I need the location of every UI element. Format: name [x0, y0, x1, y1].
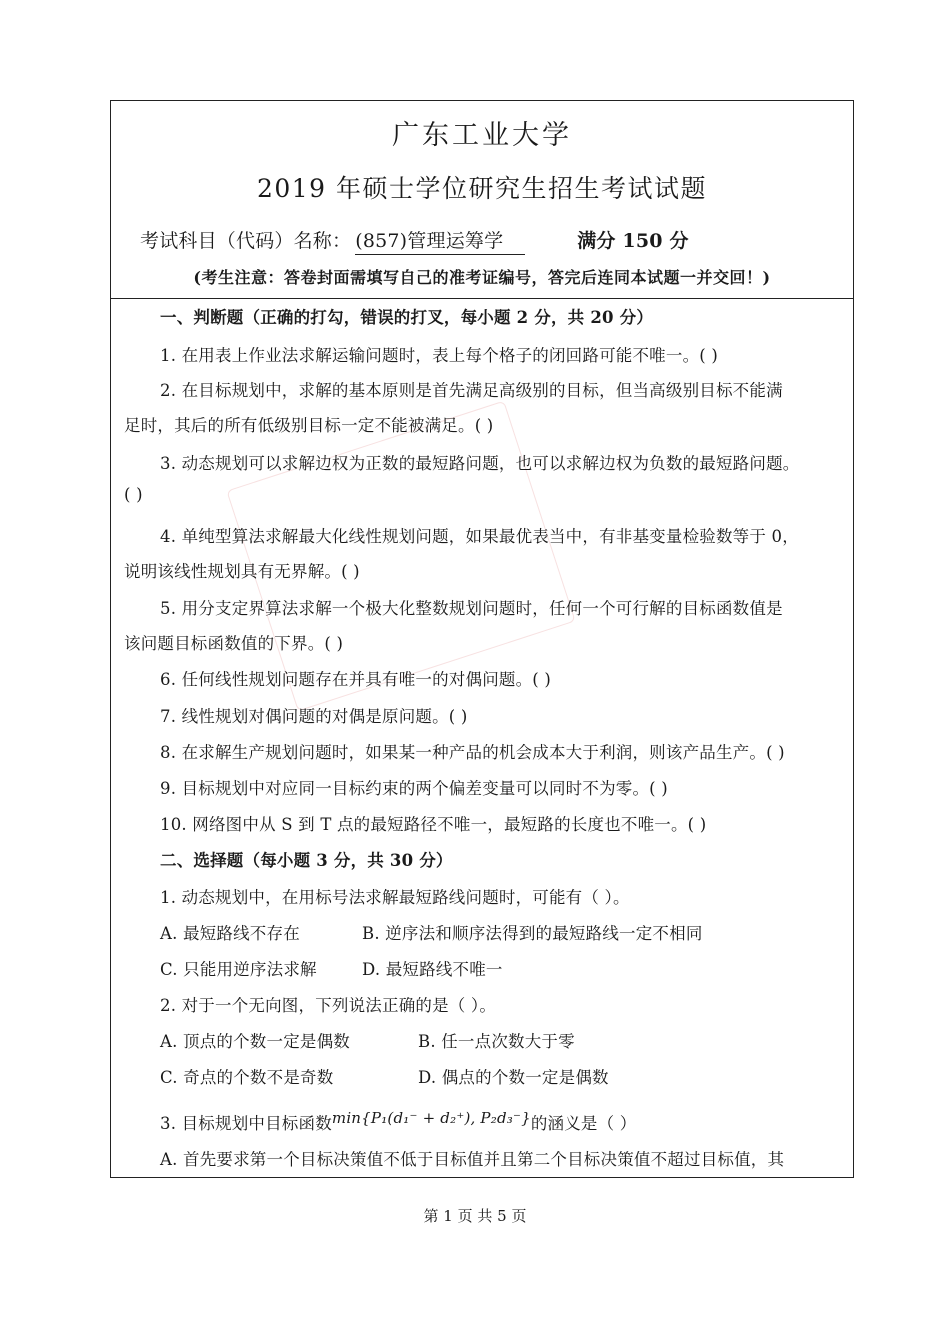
- option-c: C. 只能用逆序法求解: [160, 960, 317, 979]
- question-line: ( ): [124, 485, 143, 504]
- option-d: D. 偶点的个数一定是偶数: [418, 1068, 609, 1087]
- page-footer: 第 1 页 共 5 页: [423, 1207, 527, 1225]
- candidate-notice: (考生注意：答卷封面需填写自己的准考证编号，答完后连同本试题一并交回！): [193, 268, 771, 287]
- objective-formula: min{P₁(d₁⁻ + d₂⁺), P₂d₃⁻}: [331, 1109, 531, 1127]
- question-line: 2. 在目标规划中，求解的基本原则是首先满足高级别的目标，但当高级别目标不能满: [160, 381, 783, 400]
- question-text: 3. 目标规划中目标函数: [160, 1114, 332, 1133]
- question-line: 1. 在用表上作业法求解运输问题时，表上每个格子的闭回路可能不唯一。( ): [160, 346, 719, 365]
- question-text-end: 的涵义是（ ）: [530, 1114, 637, 1133]
- subject-value: (857)管理运筹学: [355, 226, 525, 255]
- subject-label: 考试科目（代码）名称：: [140, 230, 352, 252]
- question-line: 7. 线性规划对偶问题的对偶是原问题。( ): [160, 707, 468, 726]
- question-line: 9. 目标规划中对应同一目标约束的两个偏差变量可以同时不为零。( ): [160, 779, 668, 798]
- question-line: 1. 动态规划中，在用标号法求解最短路线问题时，可能有（ ）。: [160, 888, 630, 907]
- question-line: [160, 1110, 636, 1134]
- question-line: 10. 网络图中从 S 到 T 点的最短路径不唯一，最短路的长度也不唯一。( ): [160, 815, 707, 834]
- option-d: D. 最短路线不唯一: [362, 960, 503, 979]
- option-c: C. 奇点的个数不是奇数: [160, 1068, 334, 1087]
- exam-title: 2019 年硕士学位研究生招生考试试题: [256, 174, 708, 203]
- header-divider: [110, 298, 854, 299]
- subject-row: [140, 226, 689, 255]
- question-line: 8. 在求解生产规划问题时，如果某一种产品的机会成本大于利润，则该产品生产。( ): [160, 743, 785, 762]
- option-b: B. 逆序法和顺序法得到的最短路线一定不相同: [362, 924, 703, 943]
- option-a: A. 顶点的个数一定是偶数: [160, 1032, 351, 1051]
- question-line: 该问题目标函数值的下界。( ): [124, 634, 344, 653]
- full-score: 满分 150 分: [577, 230, 689, 252]
- part1-heading: 一、判断题（正确的打勾，错误的打叉，每小题 2 分，共 20 分）: [160, 308, 654, 327]
- question-line: 足时，其后的所有低级别目标一定不能被满足。( ): [124, 416, 494, 435]
- question-line: 说明该线性规划具有无界解。( ): [124, 562, 360, 581]
- question-line: 2. 对于一个无向图，下列说法正确的是（ ）。: [160, 996, 497, 1015]
- part2-heading: 二、选择题（每小题 3 分，共 30 分）: [160, 851, 453, 870]
- question-line: 6. 任何线性规划问题存在并具有唯一的对偶问题。( ): [160, 670, 552, 689]
- option-a: A. 首先要求第一个目标决策值不低于目标值并且第二个目标决策值不超过目标值，其: [160, 1150, 785, 1169]
- school-name: 广东工业大学: [392, 120, 572, 151]
- question-line: 5. 用分支定界算法求解一个极大化整数规划问题时，任何一个可行解的目标函数值是: [160, 599, 783, 618]
- option-a: A. 最短路线不存在: [160, 924, 300, 943]
- question-line: 3. 动态规划可以求解边权为正数的最短路问题，也可以求解边权为负数的最短路问题。: [160, 454, 800, 473]
- option-b: B. 任一点次数大于零: [418, 1032, 575, 1051]
- question-line: 4. 单纯型算法求解最大化线性规划问题，如果最优表当中，有非基变量检验数等于 0，: [160, 527, 799, 546]
